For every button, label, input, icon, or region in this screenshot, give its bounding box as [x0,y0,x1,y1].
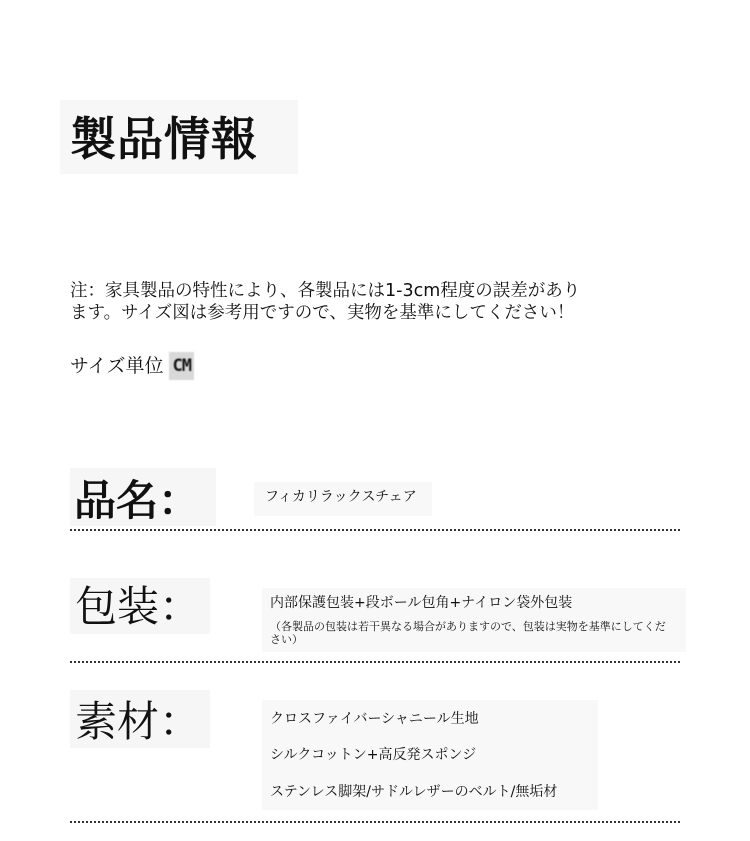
divider-3 [70,821,680,823]
divider-2 [70,661,680,663]
page-title: 製品情報 [70,112,258,166]
size-unit-label: サイズ単位 [70,355,164,377]
product-name-value: フィカリラックスチェア [265,489,417,505]
packaging-note: （各製品の包装は若干異なる場合がありますので、包装は実物を基準にしてください） [270,620,666,646]
divider-1 [70,529,680,531]
material-item: クロスファイバーシャニール生地 [270,711,479,727]
packaging-label: 包装： [75,582,202,631]
material-item: シルクコットン+高反発スポンジ [270,747,477,763]
size-unit [70,352,194,380]
product-name-label: 品名： [74,476,201,525]
size-unit-value: CM [169,352,193,380]
disclaimer-note [70,280,640,324]
packaging-value: 内部保護包装+段ボール包角+ナイロン袋外包装 [270,595,573,611]
material-label: 素材： [75,697,202,746]
material-item: ステンレス脚架/サドルレザーのベルト/無垢材 [270,784,558,800]
disclaimer-line-2: ます。サイズ図は参考用ですので、実物を基準にしてください！ [70,303,575,323]
disclaimer-line-1: 注：家具製品の特性により、各製品には1-3cm程度の誤差があり [70,281,581,301]
